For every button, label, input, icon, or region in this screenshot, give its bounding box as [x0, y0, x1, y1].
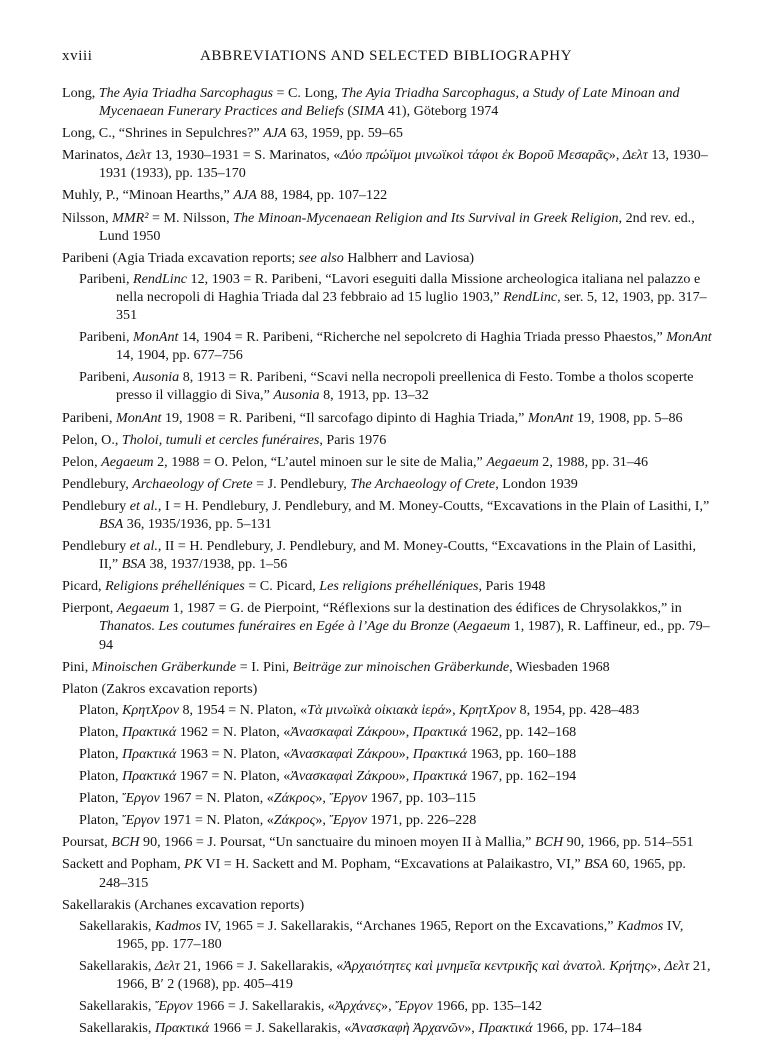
italic-text: Ἀνασκαφαὶ Ζάκρου	[290, 723, 399, 740]
entry-text: IV, 1965 = J. Sakellarakis, “Archanes 1965, Report on the Excavations,”	[201, 917, 618, 934]
bibliography-entry	[62, 723, 712, 741]
entry-text: 88, 1984, pp. 107–122	[256, 187, 388, 204]
italic-text: Aegaeum	[101, 453, 154, 470]
entry-text: 1966, pp. 174–184	[532, 1020, 642, 1037]
bibliography-entry	[62, 701, 712, 719]
bibliography-entry	[62, 577, 712, 595]
entry-text: 1966, pp. 135–142	[432, 998, 543, 1015]
italic-text: Beiträge zur minoischen Gräberkunde	[292, 658, 510, 675]
italic-text: Les religions préhelléniques	[319, 578, 479, 595]
italic-text: Πρακτικά	[122, 746, 177, 762]
entry-text: 1962 = N. Platon, «	[176, 723, 291, 740]
italic-text: Πρακτικά	[412, 746, 467, 762]
entry-text: , Wiesbaden 1968	[509, 658, 610, 675]
entry-text: (	[344, 103, 353, 120]
bibliography-entry	[62, 209, 712, 245]
entry-text: , Paris 1976	[319, 431, 387, 448]
entry-text: Platon,	[79, 746, 123, 762]
entry-text: , ser. 5, 12, 1903, pp. 317–351	[116, 288, 707, 324]
italic-text: MonAnt	[133, 329, 179, 346]
bibliography-entry	[62, 855, 712, 891]
italic-text: MonAnt	[116, 409, 162, 426]
italic-text: MonAnt	[527, 409, 574, 426]
bibliography-entry	[62, 328, 712, 364]
bibliography-entry	[62, 124, 712, 142]
bibliography-group-heading	[62, 896, 712, 914]
header-title: ABBREVIATIONS AND SELECTED BIBLIOGRAPHY	[200, 48, 573, 64]
entry-text: Muhly, P., “Minoan Hearths,”	[62, 187, 234, 204]
entry-text: (	[449, 618, 458, 635]
italic-text: BSA	[99, 515, 124, 532]
entry-text: , I = H. Pendlebury, J. Pendlebury, and M. Money-Coutts, “Excavations in the Plain of Lasithi, I,”	[157, 497, 710, 514]
italic-text: Ἔργον	[122, 812, 160, 829]
bibliography-list	[62, 84, 712, 1041]
entry-text: 21, 1966 = J. Sakellarakis, «	[179, 957, 344, 974]
italic-text: RendLinc	[133, 270, 188, 287]
italic-text: Ἀρχαιότητες καὶ μνημεῖα κεντρικῆς καὶ ἀνατολ. Κρήτης	[343, 957, 651, 974]
entry-text: Nilsson,	[62, 209, 113, 226]
italic-text: Δελτ	[664, 957, 690, 974]
bibliography-group-heading	[62, 680, 712, 698]
entry-text: Platon (Zakros excavation reports)	[62, 680, 258, 697]
italic-text: Ἀρχάνες	[334, 998, 382, 1015]
entry-text: Paribeni,	[79, 329, 134, 346]
entry-text: »,	[464, 1020, 479, 1037]
entry-text: 8, 1954 = N. Platon, «	[178, 701, 308, 718]
italic-text: Τὰ μινωϊκὰ οἰκιακὰ ἱερά	[307, 701, 446, 718]
entry-text: 1, 1987 = G. de Pierpoint, “Réflexions sur la destination des édifices de Chrysolakkos,” in	[169, 600, 682, 617]
italic-text: Religions préhelléniques	[105, 578, 245, 595]
bibliography-entry	[62, 833, 712, 851]
italic-text: Ἀνασκαφὴ Ἀρχανῶν	[351, 1020, 465, 1037]
italic-text: Πρακτικά	[154, 1020, 210, 1037]
italic-text: Ἔργον	[154, 998, 193, 1015]
entry-text: »,	[315, 812, 330, 829]
entry-text: Pelon, O.,	[62, 431, 122, 448]
bibliography-entry	[62, 997, 712, 1015]
italic-text: BCH	[534, 834, 564, 851]
entry-text: = I. Pini,	[236, 658, 293, 675]
entry-text: , Paris 1948	[478, 578, 546, 595]
italic-text: Kadmos	[617, 917, 664, 934]
entry-text: = J. Pendlebury,	[252, 475, 351, 492]
entry-text: VI = H. Sackett and M. Popham, “Excavations at Palaikastro, VI,”	[202, 856, 585, 873]
italic-text: The Minoan-Mycenaean Religion and Its Survival in Greek Religion	[233, 209, 619, 226]
entry-text: 1967, pp. 103–115	[367, 790, 476, 807]
entry-text: Pendlebury	[62, 497, 130, 514]
italic-text: see also	[298, 249, 344, 266]
bibliography-entry	[62, 368, 712, 404]
entry-text: 41), Göteborg 1974	[384, 103, 499, 120]
entry-text: »,	[398, 746, 413, 762]
italic-text: Ζάκρος	[273, 790, 316, 807]
entry-text: 2, 1988, pp. 31–46	[538, 453, 648, 470]
entry-text: Platon,	[79, 768, 123, 785]
entry-text: Poursat,	[62, 834, 112, 851]
entry-text: Paribeni,	[79, 270, 134, 287]
bibliography-entry	[62, 453, 712, 471]
italic-text: Πρακτικά	[412, 723, 467, 740]
entry-text: 1967 = N. Platon, «	[176, 768, 291, 785]
entry-text: »,	[608, 147, 623, 164]
entry-text: Paribeni,	[62, 409, 117, 426]
bibliography-group-heading	[62, 249, 712, 267]
entry-text: 1963 = N. Platon, «	[176, 746, 291, 762]
entry-text: 1966 = J. Sakellarakis, «	[192, 998, 335, 1015]
entry-text: IV, 1965, pp. 177–180	[116, 917, 684, 952]
italic-text: PK	[184, 856, 203, 873]
entry-text: 1971, pp. 226–228	[367, 812, 477, 829]
page-number: xviii	[62, 48, 93, 64]
entry-text: Pierpont,	[62, 600, 117, 617]
italic-text: Ἔργον	[329, 812, 368, 829]
entry-text: Sakellarakis,	[79, 957, 155, 974]
entry-text: Pendlebury	[62, 538, 130, 555]
entry-text: = M. Nilsson,	[148, 209, 234, 226]
italic-text: Δελτ	[126, 147, 152, 164]
entry-text: Sakellarakis,	[79, 917, 155, 934]
italic-text: Ἀνασκαφαὶ Ζάκρου	[290, 768, 399, 785]
bibliography-entry	[62, 146, 712, 182]
italic-text: et al.	[129, 497, 158, 514]
entry-text: Paribeni (Agia Triada excavation reports;	[62, 249, 299, 266]
entry-text: 60, 1965, pp. 248–315	[99, 856, 686, 891]
bibliography-entry	[62, 599, 712, 653]
entry-text: = C. Picard,	[244, 578, 320, 595]
entry-text: Pendlebury,	[62, 475, 133, 492]
entry-text: Halbherr and Laviosa)	[343, 249, 475, 266]
entry-text: Platon,	[79, 790, 123, 807]
italic-text: MMR²	[112, 209, 149, 226]
entry-text: 63, 1959, pp. 59–65	[286, 125, 403, 142]
italic-text: ΚρητΧρον	[122, 701, 179, 718]
italic-text: AJA	[263, 125, 287, 142]
italic-text: Archaeology of Crete	[132, 475, 253, 492]
entry-text: 1966 = J. Sakellarakis, «	[209, 1020, 352, 1037]
entry-text: 1, 1987), R. Laffineur, ed., pp. 79–94	[99, 618, 710, 653]
entry-text: = C. Long,	[273, 85, 342, 101]
bibliography-entry	[62, 84, 712, 120]
italic-text: The Archaeology of Crete	[350, 475, 496, 492]
italic-text: Aegaeum	[457, 618, 511, 635]
bibliography-entry	[62, 957, 712, 993]
italic-text: The Ayia Triadha Sarcophagus	[98, 85, 274, 101]
italic-text: The Ayia Triadha Sarcophagus, a Study of Late Minoan and Mycenaean Funerary Practices and Beliefs	[99, 85, 680, 120]
entry-text: Sakellarakis (Archanes excavation reports)	[62, 896, 305, 913]
italic-text: Πρακτικά	[412, 768, 467, 785]
italic-text: Ἔργον	[395, 998, 433, 1015]
entry-text: Paribeni,	[79, 369, 134, 386]
entry-text: 14, 1904 = R. Paribeni, “Richerche nel sepolcreto di Haghia Triada presso Phaestos,”	[178, 329, 667, 346]
italic-text: Ζάκρος	[273, 812, 316, 829]
entry-text: Long,	[62, 85, 99, 101]
bibliography-entry	[62, 917, 712, 953]
entry-text: »,	[650, 957, 665, 974]
italic-text: AJA	[233, 187, 257, 204]
bibliography-entry	[62, 767, 712, 785]
entry-text: 8, 1913 = R. Paribeni, “Scavi nella necropoli preellenica di Festo. Tombe a tholos scoperte presso il villaggio di Siva,”	[116, 369, 694, 404]
entry-text: 8, 1954, pp. 428–483	[516, 701, 640, 718]
italic-text: Thanatos. Les coutumes funéraires en Egée à l’Age du Bronze	[99, 618, 450, 635]
italic-text: Πρακτικά	[122, 768, 177, 785]
italic-text: ΚρητΧρον	[459, 701, 517, 718]
entry-text: 14, 1904, pp. 677–756	[116, 347, 243, 364]
entry-text: 21, 1966, B′ 2 (1968), pp. 405–419	[116, 957, 711, 993]
italic-text: Ἔργον	[122, 790, 160, 807]
italic-text: Aegaeum	[486, 453, 539, 470]
entry-text: 36, 1935/1936, pp. 5–131	[123, 515, 272, 532]
entry-text: Platon,	[79, 812, 123, 829]
entry-text: Long, C., “Shrines in Sepulchres?”	[62, 125, 264, 142]
entry-text: 19, 1908, pp. 5–86	[573, 409, 683, 426]
italic-text: Δελτ	[622, 147, 648, 164]
entry-text: 1962, pp. 142–168	[466, 723, 577, 740]
italic-text: Aegaeum	[116, 600, 170, 617]
entry-text: 1967 = N. Platon, «	[159, 790, 274, 807]
bibliography-entry	[62, 497, 712, 533]
entry-text: Sackett and Popham,	[62, 856, 185, 873]
bibliography-entry	[62, 475, 712, 493]
entry-text: 19, 1908 = R. Paribeni, “Il sarcofago dipinto di Haghia Triada,”	[161, 409, 528, 426]
entry-text: Sakellarakis,	[79, 1020, 155, 1037]
entry-text: »,	[381, 998, 396, 1015]
italic-text: Ἀνασκαφαὶ Ζάκρου	[290, 746, 399, 762]
bibliography-entry	[62, 409, 712, 427]
italic-text: BSA	[121, 556, 146, 573]
italic-text: Πρακτικά	[122, 723, 177, 740]
entry-text: Platon,	[79, 723, 123, 740]
italic-text: Kadmos	[154, 917, 202, 934]
entry-text: 90, 1966, pp. 514–551	[563, 834, 694, 851]
entry-text: , 2nd rev. ed., Lund 1950	[99, 209, 695, 244]
italic-text: Tholoi, tumuli et cercles funéraires	[121, 431, 320, 448]
italic-text: Ausonia	[133, 369, 180, 386]
italic-text: Minoischen Gräberkunde	[91, 658, 237, 675]
italic-text: BCH	[111, 834, 140, 851]
italic-text: Ausonia	[273, 387, 320, 404]
bibliography-entry	[62, 186, 712, 204]
bibliography-entry	[62, 537, 712, 573]
bibliography-entry	[62, 789, 712, 807]
entry-text: 38, 1937/1938, pp. 1–56	[145, 556, 288, 573]
entry-text: , London 1939	[495, 475, 578, 492]
bibliography-entry	[62, 658, 712, 676]
entry-text: »,	[315, 790, 330, 807]
bibliography-entry	[62, 270, 712, 324]
entry-text: , II = H. Pendlebury, J. Pendlebury, and M. Money-Coutts, “Excavations in the Plain of Lasithi, II,”	[99, 538, 696, 573]
entry-text: 2, 1988 = O. Pelon, “L’autel minoen sur le site de Malia,”	[153, 453, 487, 470]
italic-text: Πρακτικά	[478, 1020, 533, 1037]
entry-text: »,	[445, 701, 460, 718]
italic-text: RendLinc	[503, 288, 558, 305]
italic-text: Ἔργον	[329, 790, 368, 807]
entry-text: »,	[398, 768, 413, 785]
entry-text: Platon,	[79, 701, 123, 718]
entry-text: 12, 1903 = R. Paribeni, “Lavori eseguiti dalla Missione archeologica italiana nel palazzo e nella necropoli di Haghia Triada dal 23 febbraio ad 15 luglio 1903,”	[116, 270, 701, 305]
entry-text: 8, 1913, pp. 13–32	[319, 387, 429, 404]
bibliography-entry	[62, 745, 712, 763]
entry-text: Marinatos,	[62, 147, 127, 164]
entry-text: Sakellarakis,	[79, 998, 155, 1015]
italic-text: et al.	[129, 538, 158, 555]
bibliography-entry	[62, 811, 712, 829]
entry-text: Picard,	[62, 578, 106, 595]
entry-text: Pelon,	[62, 453, 102, 470]
italic-text: Δελτ	[154, 957, 180, 974]
italic-text: SIMA	[352, 103, 385, 120]
entry-text: 1963, pp. 160–188	[466, 746, 577, 762]
entry-text: 13, 1930–1931 (1933), pp. 135–170	[99, 147, 708, 182]
italic-text: MonAnt	[666, 329, 712, 346]
entry-text: 13, 1930–1931 = S. Marinatos, «	[151, 147, 341, 164]
entry-text: 1967, pp. 162–194	[466, 768, 577, 785]
bibliography-entry	[62, 431, 712, 449]
running-header	[62, 48, 712, 70]
entry-text: »,	[398, 723, 413, 740]
entry-text: 90, 1966 = J. Poursat, “Un sanctuaire du minoen moyen II à Mallia,”	[139, 834, 535, 851]
italic-text: Δύο πρώϊμοι μινωϊκοὶ τάφοι ἐκ Βοροῦ Μεσαρᾶς	[340, 147, 609, 164]
entry-text: Pini,	[62, 658, 92, 675]
entry-text: 1971 = N. Platon, «	[159, 812, 274, 829]
bibliography-entry	[62, 1019, 712, 1037]
italic-text: BSA	[584, 856, 609, 873]
